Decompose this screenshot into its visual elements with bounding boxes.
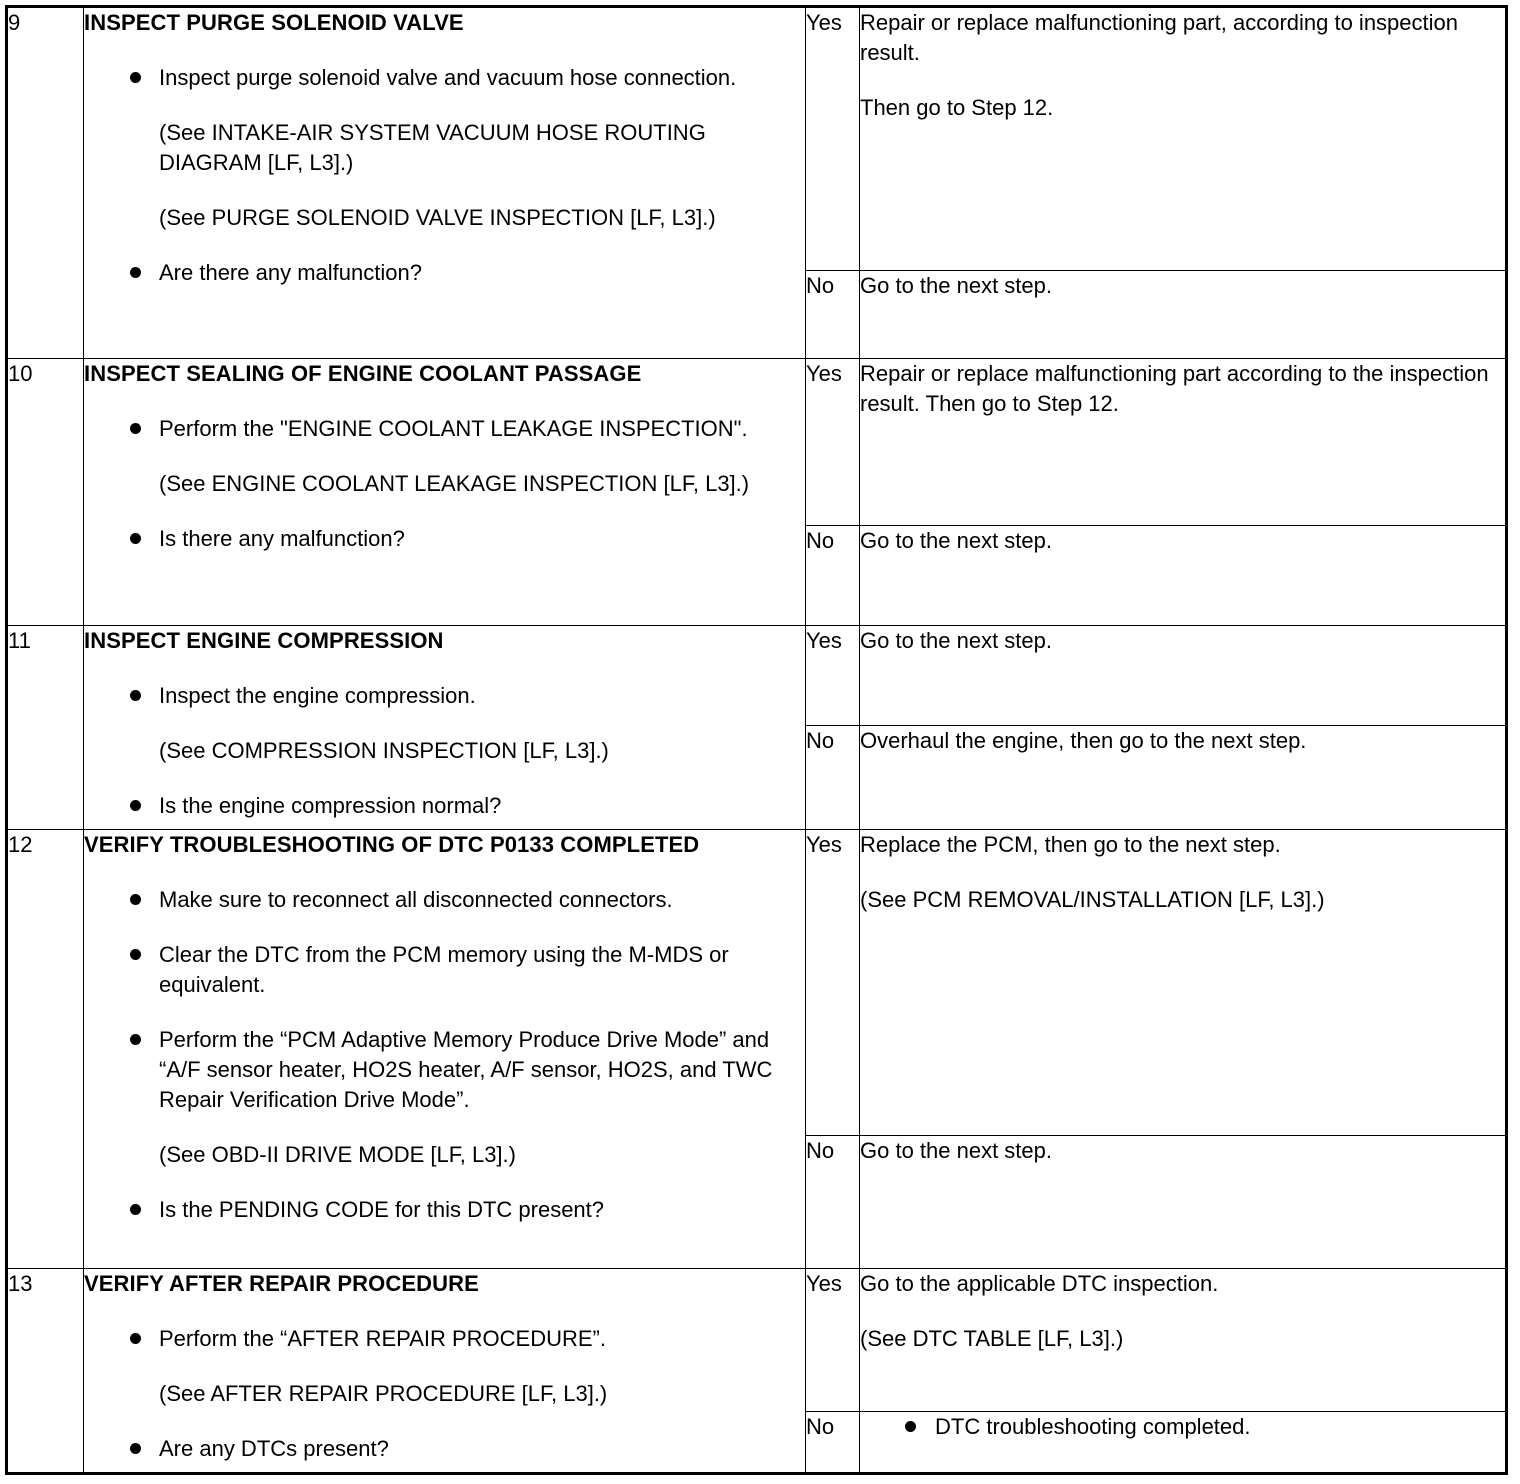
step-title: INSPECT ENGINE COMPRESSION [84, 628, 444, 653]
step-number: 12 [7, 830, 84, 1269]
no-action [860, 526, 1507, 626]
instruction-bullet: Is the engine compression normal? [84, 791, 805, 821]
yes-action [860, 626, 1507, 726]
troubleshooting-table [5, 5, 1508, 1475]
action-text: Go to the next step. [860, 628, 1053, 653]
step-title: VERIFY AFTER REPAIR PROCEDURE [84, 1271, 479, 1296]
action-text: Go to the applicable DTC inspection. [860, 1271, 1219, 1296]
action-bullet: DTC troubleshooting completed. [860, 1412, 1505, 1442]
step-number: 9 [7, 7, 84, 359]
instruction-bullet: Are there any malfunction? [84, 258, 805, 288]
action-text: Repair or replace malfunctioning part according to the inspection result. Then go to Step 12. [860, 361, 1489, 416]
reference-note: (See ENGINE COOLANT LEAKAGE INSPECTION [LF, L3].) [159, 471, 750, 496]
step-instructions [84, 7, 806, 359]
step-row-yes [7, 626, 1507, 726]
step-instructions [84, 830, 806, 1269]
reference-note: (See COMPRESSION INSPECTION [LF, L3].) [159, 738, 609, 763]
reference-note: (See INTAKE-AIR SYSTEM VACUUM HOSE ROUTING DIAGRAM [LF, L3].) [159, 120, 706, 175]
step-number: 11 [7, 626, 84, 830]
step-number: 10 [7, 359, 84, 626]
yes-label: Yes [806, 359, 860, 526]
yes-label: Yes [806, 1269, 860, 1412]
action-text: Replace the PCM, then go to the next step. [860, 832, 1281, 857]
no-label: No [806, 1412, 860, 1474]
no-label: No [806, 526, 860, 626]
step-row-yes [7, 1269, 1507, 1412]
no-action [860, 271, 1507, 359]
yes-label: Yes [806, 626, 860, 726]
action-text: Go to the next step. [860, 273, 1053, 298]
action-text: Then go to Step 12. [860, 95, 1054, 120]
instruction-bullet: Make sure to reconnect all disconnected connectors. [84, 885, 805, 915]
no-label: No [806, 726, 860, 830]
step-row-yes [7, 830, 1507, 1136]
step-number: 13 [7, 1269, 84, 1474]
no-label: No [806, 1136, 860, 1269]
step-title: INSPECT PURGE SOLENOID VALVE [84, 10, 464, 35]
step-title: VERIFY TROUBLESHOOTING OF DTC P0133 COMPLETED [84, 832, 700, 857]
no-action [860, 1412, 1507, 1474]
step-instructions [84, 626, 806, 830]
instruction-bullet: Inspect the engine compression. [84, 681, 805, 711]
action-text: (See PCM REMOVAL/INSTALLATION [LF, L3].) [860, 887, 1325, 912]
action-text: (See DTC TABLE [LF, L3].) [860, 1326, 1124, 1351]
step-row-yes [7, 7, 1507, 271]
step-row-yes [7, 359, 1507, 526]
instruction-bullet: Perform the "ENGINE COOLANT LEAKAGE INSPECTION". [84, 414, 805, 444]
reference-note: (See OBD-II DRIVE MODE [LF, L3].) [159, 1142, 516, 1167]
instruction-bullet: Is there any malfunction? [84, 524, 805, 554]
step-instructions [84, 359, 806, 626]
instruction-bullet: Is the PENDING CODE for this DTC present? [84, 1195, 805, 1225]
reference-note: (See AFTER REPAIR PROCEDURE [LF, L3].) [159, 1381, 608, 1406]
instruction-bullet: Clear the DTC from the PCM memory using the M-MDS or equivalent. [84, 940, 805, 1000]
yes-action [860, 359, 1507, 526]
yes-label: Yes [806, 830, 860, 1136]
no-action [860, 726, 1507, 830]
yes-action [860, 1269, 1507, 1412]
reference-note: (See PURGE SOLENOID VALVE INSPECTION [LF, L3].) [159, 205, 716, 230]
no-label: No [806, 271, 860, 359]
no-action [860, 1136, 1507, 1269]
action-text: Go to the next step. [860, 1138, 1053, 1163]
step-title: INSPECT SEALING OF ENGINE COOLANT PASSAGE [84, 361, 642, 386]
action-text: Go to the next step. [860, 528, 1053, 553]
yes-action [860, 7, 1507, 271]
yes-label: Yes [806, 7, 860, 271]
step-instructions [84, 1269, 806, 1474]
action-text: Overhaul the engine, then go to the next step. [860, 728, 1307, 753]
yes-action [860, 830, 1507, 1136]
instruction-bullet: Inspect purge solenoid valve and vacuum hose connection. [84, 63, 805, 93]
instruction-bullet: Perform the “PCM Adaptive Memory Produce Drive Mode” and “A/F sensor heater, HO2S heater, A/F sensor, HO2S, and TWC Repair Verification Drive Mode”. [84, 1025, 805, 1115]
instruction-bullet: Perform the “AFTER REPAIR PROCEDURE”. [84, 1324, 805, 1354]
instruction-bullet: Are any DTCs present? [84, 1434, 805, 1464]
action-text: Repair or replace malfunctioning part, according to inspection result. [860, 10, 1458, 65]
